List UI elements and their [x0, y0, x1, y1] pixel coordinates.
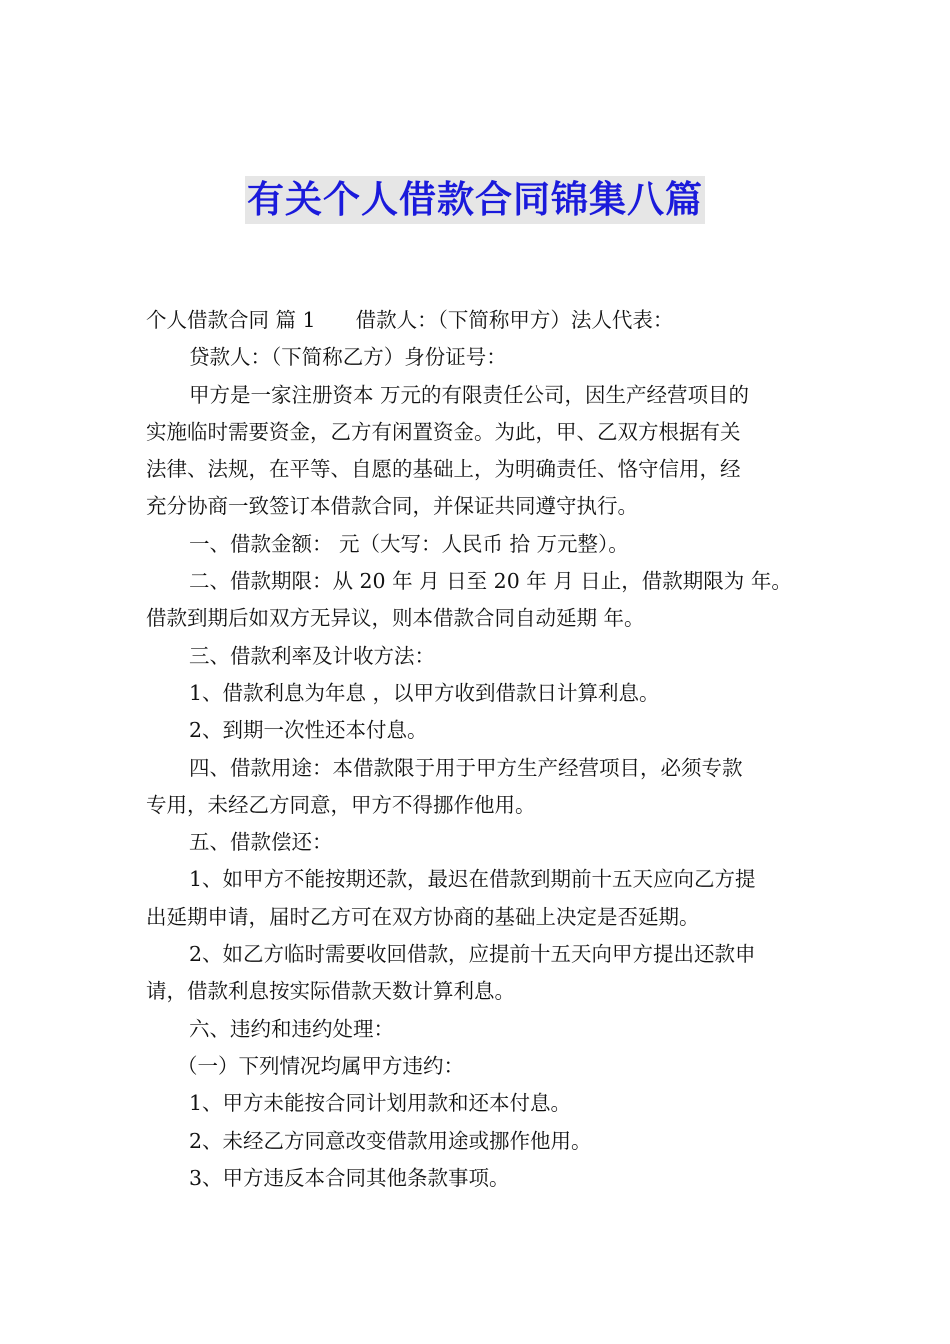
paragraph-line: 贷款人：（下简称乙方）身份证号： [189, 345, 507, 370]
paragraph-line: 2、到期一次性还本付息。 [189, 718, 428, 743]
paragraph-line: 五、借款偿还： [189, 830, 333, 855]
paragraph-line: 3、甲方违反本合同其他条款事项。 [189, 1165, 510, 1190]
paragraph-line: 出延期申请，届时乙方可在双方协商的基础上决定是否延期。 [146, 904, 700, 929]
paragraph-line: 四、借款用途：本借款限于用于甲方生产经营项目，必须专款 [189, 755, 743, 780]
section-heading: 个人借款合同 篇 1 [146, 308, 316, 332]
paragraph-line: 专用，未经乙方同意，甲方不得挪作他用。 [146, 792, 536, 817]
paragraph-line: 请，借款利息按实际借款天数计算利息。 [146, 979, 515, 1004]
paragraph-line: （一）下列情况均属甲方违约： [177, 1053, 464, 1078]
paragraph-line: 1、如甲方不能按期还款，最迟在借款到期前十五天应向乙方提 [189, 867, 756, 892]
paragraph-line: 1、借款利息为年息 ，以甲方收到借款日计算利息。 [189, 680, 660, 705]
paragraph-line: 2、未经乙方同意改变借款用途或挪作他用。 [189, 1128, 592, 1153]
paragraph-line: 实施临时需要资金，乙方有闲置资金。为此，甲、乙双方根据有关 [146, 419, 741, 444]
borrower-line: 借款人：（下简称甲方）法人代表： [355, 308, 674, 332]
paragraph-line: 1、甲方未能按合同计划用款和还本付息。 [189, 1091, 572, 1116]
paragraph-line: 甲方是一家注册资本 万元的有限责任公司，因生产经营项目的 [189, 382, 750, 407]
title-block [0, 176, 950, 224]
document-body [146, 302, 826, 1197]
paragraph-line: 借款到期后如双方无异议，则本借款合同自动延期 年。 [146, 606, 645, 631]
paragraph-line: 六、违约和违约处理： [189, 1016, 394, 1041]
paragraph-line: 2、如乙方临时需要收回借款，应提前十五天向甲方提出还款申 [189, 942, 756, 967]
document-title: 有关个人借款合同锦集八篇 [245, 176, 705, 224]
paragraph-line: 三、借款利率及计收方法： [189, 643, 435, 668]
paragraph-line [146, 302, 826, 339]
paragraph-line: 一、借款金额： 元（大写：人民币 拾 万元整）。 [189, 531, 629, 556]
paragraph-line: 法律、法规，在平等、自愿的基础上，为明确责任、恪守信用，经 [146, 457, 741, 482]
paragraph-line: 充分协商一致签订本借款合同，并保证共同遵守执行。 [146, 494, 638, 519]
paragraph-line: 二、借款期限：从 20 年 月 日至 20 年 月 日止，借款期限为 年。 [189, 569, 792, 594]
